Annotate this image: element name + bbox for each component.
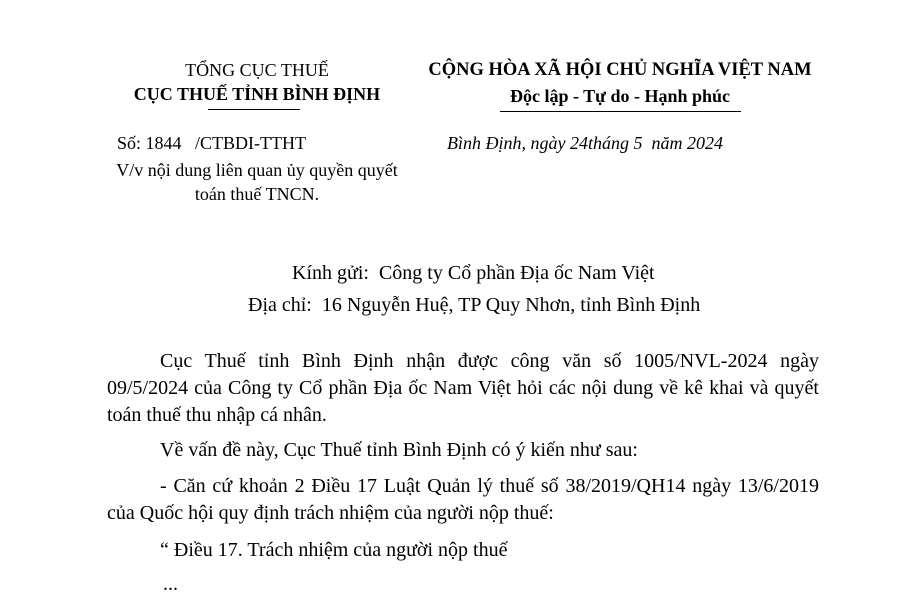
body-paragraph-3: - Căn cứ khoản 2 Điều 17 Luật Quản lý thuế số 38/2019/QH14 ngày 13/6/2019 của Quốc hội quy định trách nhiệm của người nộp thuế:	[107, 475, 819, 524]
motto-underline	[500, 111, 741, 112]
nation-motto: Độc lập - Tự do - Hạnh phúc	[509, 86, 731, 106]
body-paragraph-4: “ Điều 17. Trách nhiệm của người nộp thuế	[160, 539, 508, 561]
recipient-line: Kính gửi: Công ty Cổ phần Địa ốc Nam Việt	[292, 262, 655, 284]
document-number: Số: 1844 /CTBDI-TTHT	[117, 133, 306, 153]
nation-title: CỘNG HÒA XÃ HỘI CHỦ NGHĨA VIỆT NAM	[428, 60, 812, 80]
agency-underline	[208, 109, 300, 110]
body-paragraph-1: Cục Thuế tỉnh Bình Định nhận được công văn số 1005/NVL-2024 ngày 09/5/2024 của Công ty Cổ phần Địa ốc Nam Việt hỏi các nội dung về kê khai và quyết toán thuế thu nhập cá nhân.	[107, 350, 819, 426]
document-date: Bình Định, ngày 24tháng 5 năm 2024	[447, 133, 723, 153]
body-paragraph-2: Về vấn đề này, Cục Thuế tỉnh Bình Định có ý kiến như sau:	[160, 439, 638, 461]
body-paragraph-5: ...	[163, 573, 178, 595]
document-subject: V/v nội dung liên quan ủy quyền quyết toán thuế TNCN.	[116, 160, 398, 204]
agency-name: CỤC THUẾ TỈNH BÌNH ĐỊNH	[133, 84, 381, 104]
agency-parent-name: TỔNG CỤC THUẾ	[185, 60, 329, 80]
recipient-address: Địa chỉ: 16 Nguyễn Huệ, TP Quy Nhơn, tỉnh Bình Định	[248, 294, 701, 316]
